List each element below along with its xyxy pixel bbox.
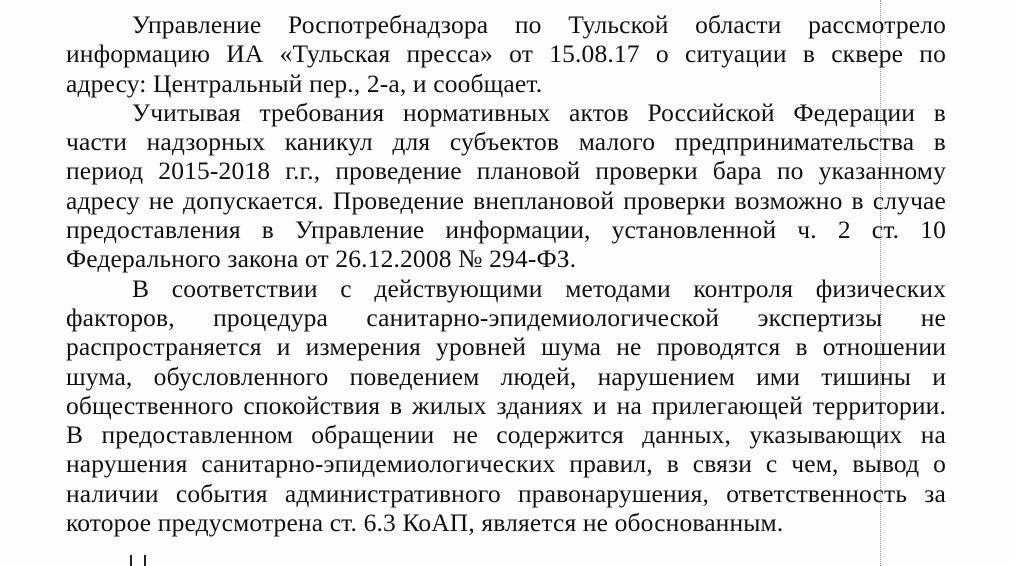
paragraph-3-line-3: распространяется и измерения уровней шума не проводятся в отношении	[66, 332, 946, 362]
paragraph-3-line-7: нарушения санитарно-эпидемиологических правил, в связи с чем, вывод о	[66, 449, 946, 479]
paragraph-3-line-5: общественного спокойствия в жилых зданиях и на прилегающей территории.	[66, 390, 946, 420]
paragraph-1-line-3: адресу: Центральный пер., 2-а, и сообщает.	[66, 68, 543, 98]
paragraph-1	[66, 10, 946, 98]
paragraph-2-line-4: адресу не допускается. Проведение внеплановой проверки возможно в случае	[66, 185, 946, 215]
paragraph-2-line-5: предоставления в Управление информации, установленной ч. 2 ст. 10	[66, 215, 946, 245]
paragraph-3-line-8: наличии события административного правонарушения, ответственность за	[66, 478, 946, 508]
paragraph-2-line-1: Учитывая требования нормативных актов Российской Федерации в	[132, 97, 946, 127]
paragraph-1-line-2: информацию ИА «Тульская пресса» от 15.08.17 о ситуации в сквере по	[66, 39, 946, 69]
paragraph-2-line-3: период 2015-2018 г.г., проведение плановой проверки бара по указанному	[66, 156, 946, 186]
paragraph-3-line-6: В предоставленном обращении не содержится данных, указывающих на	[66, 420, 946, 450]
document-body	[66, 10, 946, 537]
paragraph-3-line-4: шума, обусловленного поведением людей, нарушением ими тишины и	[66, 361, 946, 391]
paragraph-2-line-6: Федерального закона от 26.12.2008 № 294-ФЗ.	[66, 244, 577, 274]
paragraph-3-line-2: факторов, процедура санитарно-эпидемиологической экспертизы не	[66, 302, 946, 332]
paragraph-3-line-9: которое предусмотрена ст. 6.3 КоАП, является не обоснованным.	[66, 508, 784, 538]
paragraph-2	[66, 98, 946, 274]
paragraph-2-line-2: части надзорных каникул для субъектов малого предпринимательства в	[66, 127, 946, 157]
cutoff-next-line-fragment	[130, 553, 154, 566]
paragraph-3-line-1: В соответствии с действующими методами контроля физических	[132, 273, 946, 303]
paragraph-1-line-1: Управление Роспотребнадзора по Тульской области рассмотрело	[132, 10, 946, 39]
paragraph-3	[66, 274, 946, 538]
